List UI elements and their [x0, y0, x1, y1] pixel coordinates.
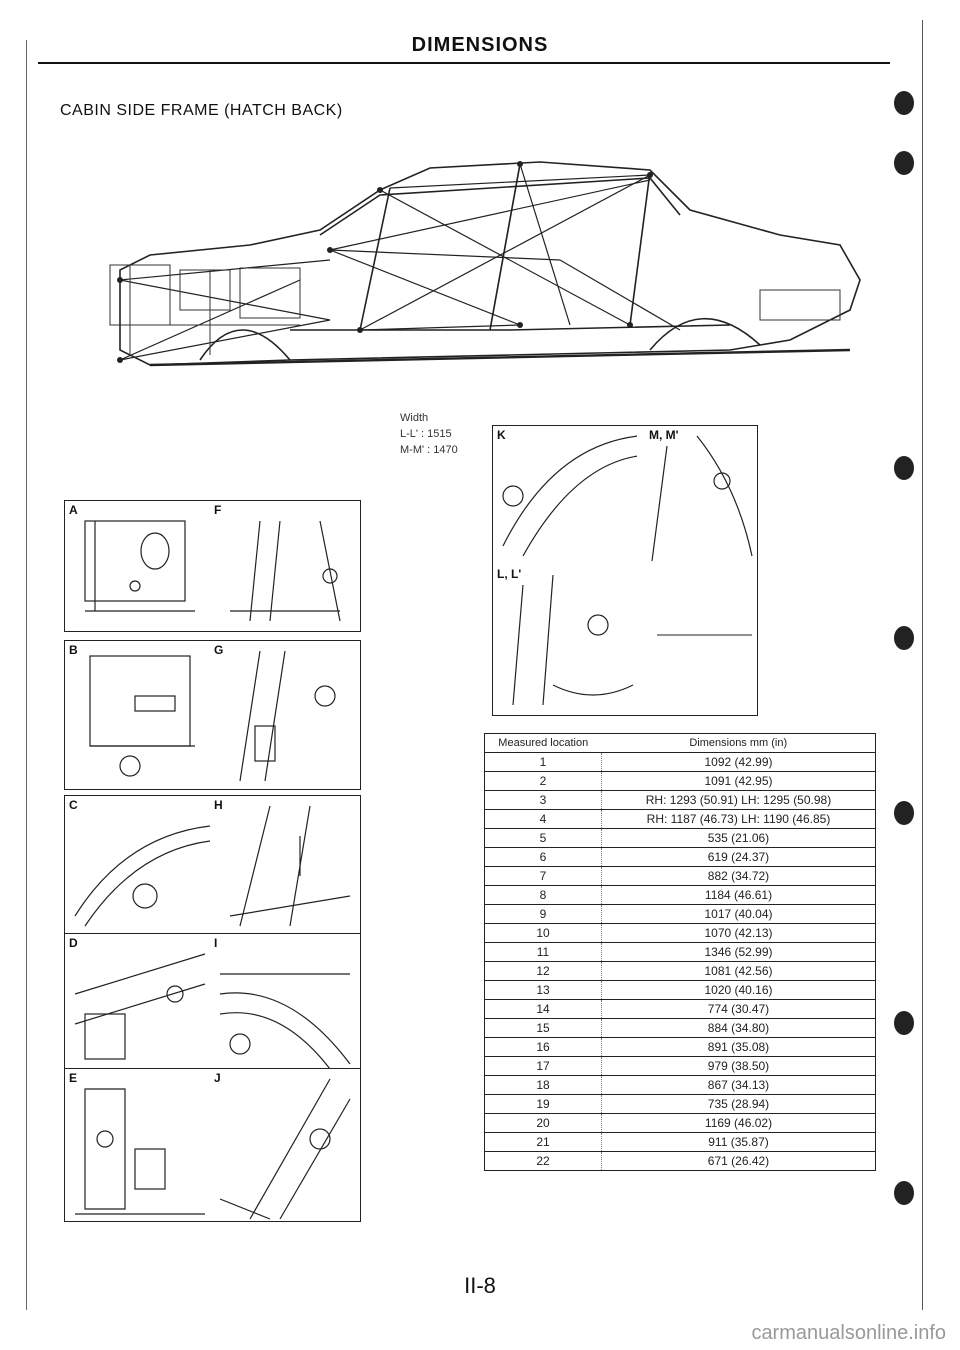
detail-a [64, 500, 212, 632]
table-row [485, 1076, 876, 1095]
dimension-cell: 1346 (52.99) [602, 943, 876, 962]
detail-j-label: J [214, 1071, 221, 1085]
table-row [485, 981, 876, 1000]
table-row [485, 962, 876, 981]
table-row [485, 1057, 876, 1076]
detail-blank [637, 565, 758, 716]
measured-location-cell: 4 [485, 810, 602, 829]
dimension-cell: 1169 (46.02) [602, 1114, 876, 1133]
dimension-cell: 882 (34.72) [602, 867, 876, 886]
measured-location-cell: 3 [485, 791, 602, 810]
measured-location-cell: 17 [485, 1057, 602, 1076]
measured-location-cell: 22 [485, 1152, 602, 1171]
dimension-cell: 1070 (42.13) [602, 924, 876, 943]
detail-m-label: M, M' [649, 428, 679, 442]
dimension-cell: 735 (28.94) [602, 1095, 876, 1114]
detail-b-label: B [69, 643, 78, 657]
section-subtitle: CABIN SIDE FRAME (HATCH BACK) [60, 102, 343, 119]
binder-tab [884, 150, 918, 176]
dimension-cell: 535 (21.06) [602, 829, 876, 848]
binder-tab [884, 625, 918, 651]
width-heading: Width [400, 412, 429, 424]
detail-f [210, 500, 361, 632]
dimension-cell: 1184 (46.61) [602, 886, 876, 905]
table-row [485, 867, 876, 886]
dimension-cell: 1020 (40.16) [602, 981, 876, 1000]
measured-location-cell: 19 [485, 1095, 602, 1114]
measured-location-cell: 1 [485, 753, 602, 772]
measured-location-cell: 5 [485, 829, 602, 848]
dimension-cell: 1017 (40.04) [602, 905, 876, 924]
measured-location-cell: 8 [485, 886, 602, 905]
binder-tab [884, 90, 918, 116]
detail-m [637, 425, 758, 567]
table-row [485, 1133, 876, 1152]
detail-d-label: D [69, 936, 78, 950]
header-dimensions: Dimensions mm (in) [602, 734, 876, 753]
measured-location-cell: 6 [485, 848, 602, 867]
dimension-cell: 1092 (42.99) [602, 753, 876, 772]
measured-location-cell: 14 [485, 1000, 602, 1019]
table-row [485, 1114, 876, 1133]
binder-tab [884, 1180, 918, 1206]
table-row [485, 1095, 876, 1114]
detail-l [492, 565, 639, 716]
dimension-cell: 911 (35.87) [602, 1133, 876, 1152]
dimension-cell: RH: 1293 (50.91) LH: 1295 (50.98) [602, 791, 876, 810]
detail-h [210, 795, 361, 935]
detail-e-label: E [69, 1071, 78, 1085]
measured-location-cell: 18 [485, 1076, 602, 1095]
table-row [485, 772, 876, 791]
dimension-cell: 671 (26.42) [602, 1152, 876, 1171]
page-title: DIMENSIONS [411, 34, 549, 56]
detail-i [210, 933, 361, 1070]
dimension-cell: RH: 1187 (46.73) LH: 1190 (46.85) [602, 810, 876, 829]
detail-e [64, 1068, 212, 1222]
detail-k-label: K [497, 428, 506, 442]
detail-a-label: A [69, 503, 78, 517]
table-row [485, 829, 876, 848]
left-border [26, 40, 27, 1310]
dimension-cell: 619 (24.37) [602, 848, 876, 867]
table-row [485, 810, 876, 829]
dimension-cell: 884 (34.80) [602, 1019, 876, 1038]
measured-location-cell: 7 [485, 867, 602, 886]
measured-location-cell: 21 [485, 1133, 602, 1152]
table-row [485, 1038, 876, 1057]
width-line-mm: M-M' : 1470 [400, 444, 458, 456]
table-row [485, 905, 876, 924]
detail-g-label: G [214, 643, 224, 657]
measured-location-cell: 2 [485, 772, 602, 791]
detail-f-label: F [214, 503, 222, 517]
dimensions-table [484, 733, 876, 1171]
table-row [485, 848, 876, 867]
table-row [485, 886, 876, 905]
detail-j [210, 1068, 361, 1222]
binder-tab [884, 1010, 918, 1036]
measured-location-cell: 11 [485, 943, 602, 962]
detail-c-label: C [69, 798, 78, 812]
dimension-cell: 1081 (42.56) [602, 962, 876, 981]
detail-i-label: I [214, 936, 218, 950]
table-row [485, 943, 876, 962]
page-number: II-8 [464, 1273, 496, 1298]
detail-h-label: H [214, 798, 223, 812]
detail-k [492, 425, 639, 567]
measured-location-cell: 20 [485, 1114, 602, 1133]
detail-b [64, 640, 212, 790]
detail-d [64, 933, 212, 1070]
table-row [485, 791, 876, 810]
measured-location-cell: 9 [485, 905, 602, 924]
dimension-cell: 979 (38.50) [602, 1057, 876, 1076]
measured-location-cell: 15 [485, 1019, 602, 1038]
table-header-row [485, 734, 876, 753]
dimension-cell: 867 (34.13) [602, 1076, 876, 1095]
dimension-cell: 774 (30.47) [602, 1000, 876, 1019]
width-line-ll: L-L' : 1515 [400, 428, 452, 440]
measured-location-cell: 16 [485, 1038, 602, 1057]
table-row [485, 753, 876, 772]
detail-g [210, 640, 361, 790]
cabin-side-frame-diagram [90, 150, 890, 390]
title-rule [38, 62, 890, 64]
header-measured-location: Measured location [485, 734, 602, 753]
measured-location-cell: 12 [485, 962, 602, 981]
width-spec [400, 410, 458, 458]
dimension-cell: 1091 (42.95) [602, 772, 876, 791]
dimension-cell: 891 (35.08) [602, 1038, 876, 1057]
measured-location-cell: 13 [485, 981, 602, 1000]
binder-tab [884, 455, 918, 481]
table-row [485, 924, 876, 943]
detail-c [64, 795, 212, 935]
right-border [922, 20, 923, 1310]
binder-tab [884, 800, 918, 826]
table-row [485, 1000, 876, 1019]
table-row [485, 1019, 876, 1038]
watermark: carmanualsonline.info [751, 1322, 946, 1344]
dimensions-table-body [485, 753, 876, 1171]
detail-l-label: L, L' [497, 567, 522, 581]
table-row [485, 1152, 876, 1171]
measured-location-cell: 10 [485, 924, 602, 943]
